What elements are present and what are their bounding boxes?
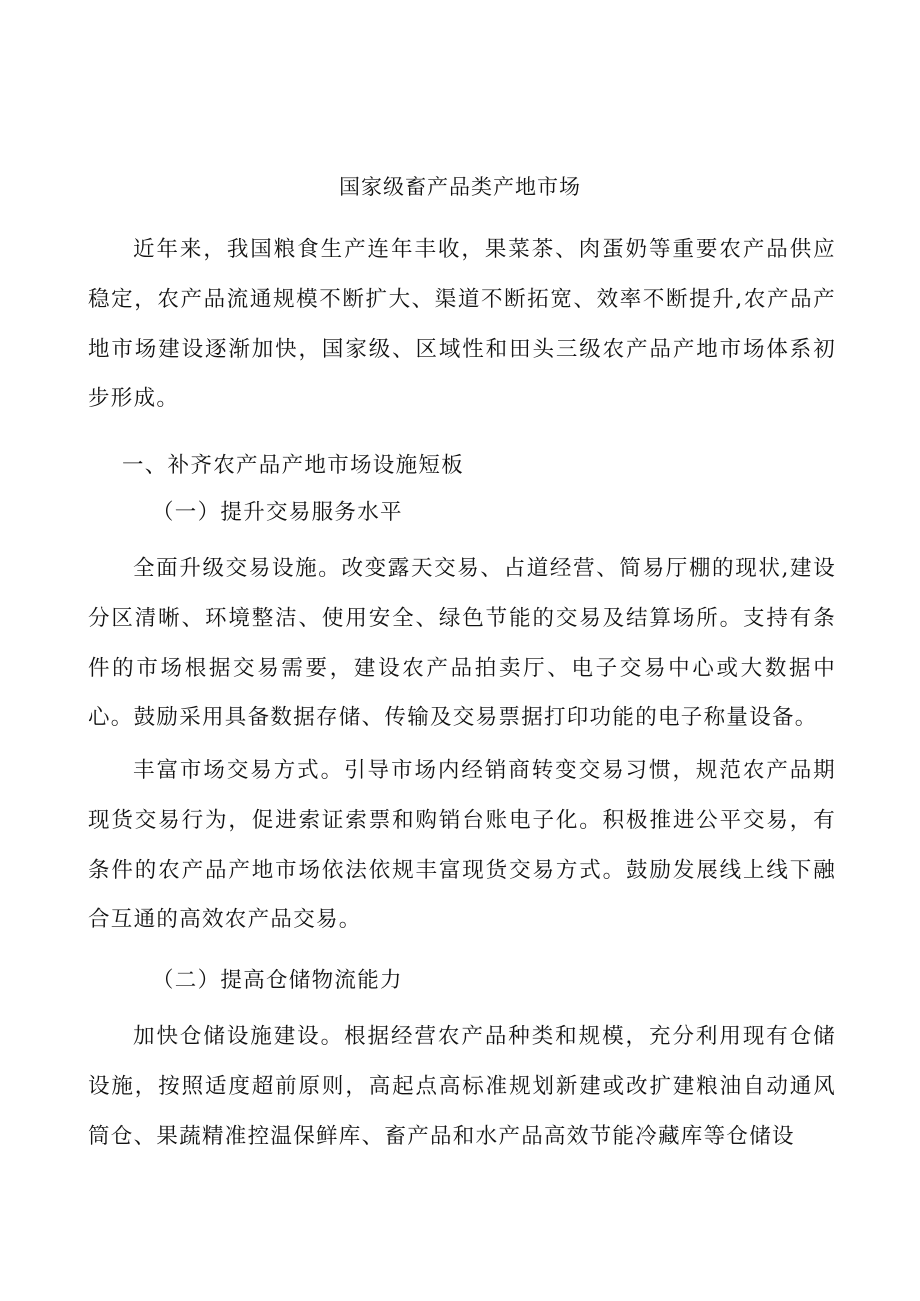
section-heading-1: 一、补齐农产品产地市场设施短板 (122, 453, 465, 478)
paragraph-trading-methods: 丰富市场交易方式。引导市场内经销商转变交易习惯，规范农产品期现货交易行为，促进索证索票和购销台账电子化。积极推进公平交易，有条件的农产品产地市场依法依规丰富现货交易方式。鼓励发展线上线下融合互通的高效农产品交易。 (88, 758, 836, 933)
document-title: 国家级畜产品类产地市场 (339, 175, 581, 199)
paragraph-storage-facilities: 加快仓储设施建设。根据经营农产品种类和规模，充分利用现有仓储设施，按照适度超前原则，高起点高标准规划新建或改扩建粮油自动通风筒仓、果蔬精准控温保鲜库、畜产品和水产品高效节能冷藏库等仓储设 (88, 1024, 836, 1149)
intro-paragraph: 近年来，我国粮食生产连年丰收，果菜茶、肉蛋奶等重要农产品供应稳定，农产品流通规模不断扩大、渠道不断拓宽、效率不断提升,农产品产地市场建设逐渐加快，国家级、区域性和田头三级农产品产地市场体系初步形成。 (88, 237, 836, 412)
paragraph-trading-facilities: 全面升级交易设施。改变露天交易、占道经营、简易厅棚的现状,建设分区清晰、环境整洁、使用安全、绿色节能的交易及结算场所。支持有条件的市场根据交易需要，建设农产品拍卖厅、电子交易中心或大数据中心。鼓励采用具备数据存储、传输及交易票据打印功能的电子称量设备。 (88, 556, 836, 731)
subsection-heading-1: （一）提升交易服务水平 (152, 500, 403, 525)
subsection-heading-2: （二）提高仓储物流能力 (152, 968, 403, 993)
